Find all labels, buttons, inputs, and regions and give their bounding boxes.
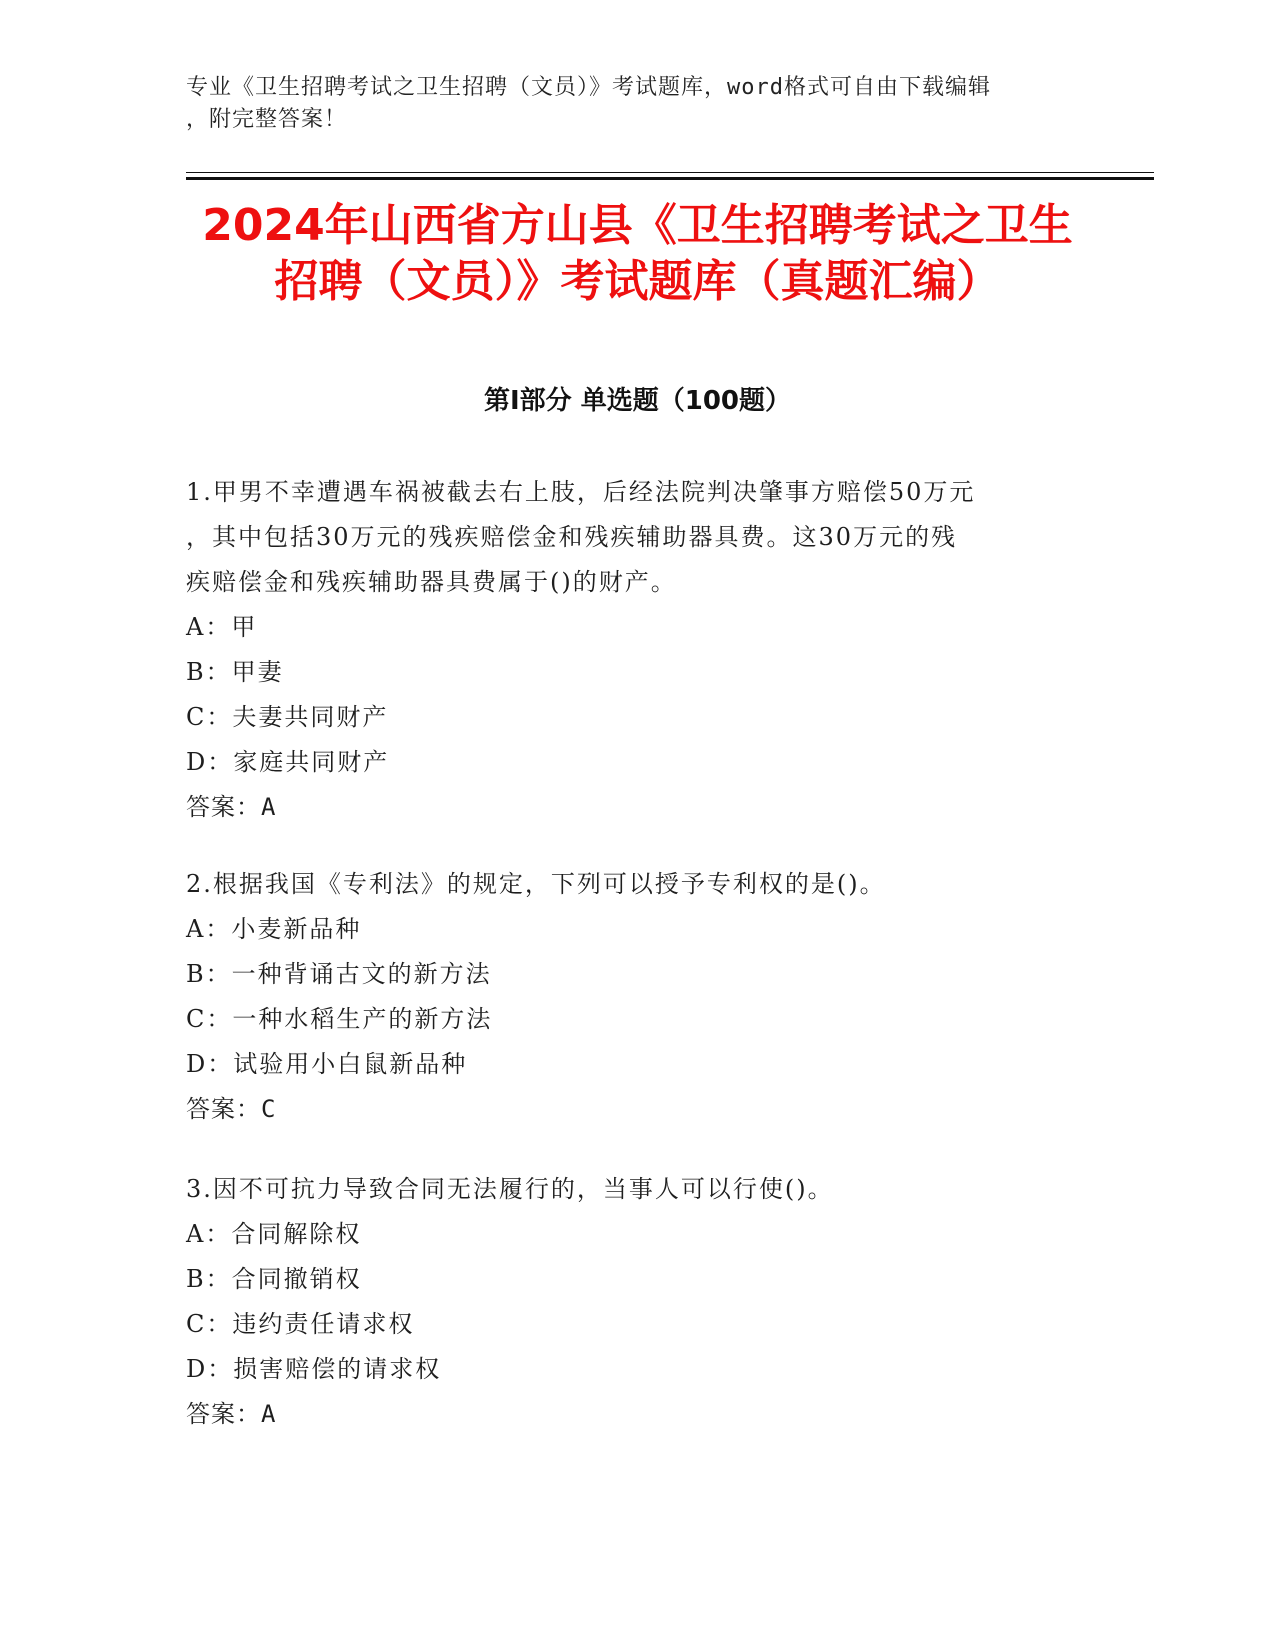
header-note-line-2: ，附完整答案！ [186,107,348,132]
header-note-line-1: 专业《卫生招聘考试之卫生招聘（文员）》考试题库，word格式可自由下载编辑 [186,75,991,100]
answer-line [186,1392,1086,1437]
question-stem-line: 疾赔偿金和残疾辅助器具费属于()的财产。 [186,568,677,596]
question-2 [186,862,1086,1132]
option-b: B：一种背诵古文的新方法 [186,960,492,988]
question-stem [186,1167,1086,1212]
option-b: B：合同撤销权 [186,1265,362,1293]
question-stem-line: ，其中包括30万元的残疾赔偿金和残疾辅助器具费。这30万元的残 [186,523,958,551]
document-header-note [186,72,1066,136]
document-title-line-1: 2024年山西省方山县《卫生招聘考试之卫生 [202,200,1073,251]
document-title-line-2: 招聘（文员）》考试题库（真题汇编） [274,256,1001,307]
question-stem [186,862,1086,907]
answer-value: C [261,1095,277,1123]
question-3 [186,1167,1086,1437]
option-b: B：甲妻 [186,658,284,686]
document-title [150,198,1125,310]
question-stem-line: 2.根据我国《专利法》的规定，下列可以授予专利权的是()。 [186,870,886,898]
question-stem-line: 3.因不可抗力导致合同无法履行的，当事人可以行使()。 [186,1175,834,1203]
option-d: D：家庭共同财产 [186,748,390,776]
option-a: A：合同解除权 [186,1220,362,1248]
option-c: C：违约责任请求权 [186,1310,415,1338]
question-1 [186,470,1086,830]
option-c: C：夫妻共同财产 [186,703,389,731]
answer-value: A [261,793,277,821]
header-divider-thick [186,177,1154,180]
answer-value: A [261,1400,277,1428]
answer-line [186,1087,1086,1132]
option-a: A：甲 [186,613,258,641]
question-stem [186,470,1086,605]
option-d: D：损害赔偿的请求权 [186,1355,442,1383]
section-heading: 第Ⅰ部分 单选题（100题） [484,386,791,416]
option-d: D：试验用小白鼠新品种 [186,1050,468,1078]
option-a: A：小麦新品种 [186,915,362,943]
answer-label: 答案： [186,793,261,821]
option-c: C：一种水稻生产的新方法 [186,1005,493,1033]
question-stem-line: 1.甲男不幸遭遇车祸被截去右上肢，后经法院判决肇事方赔偿50万元 [186,478,976,506]
header-divider-thin [186,172,1154,173]
answer-label: 答案： [186,1400,261,1428]
answer-line [186,785,1086,830]
answer-label: 答案： [186,1095,261,1123]
